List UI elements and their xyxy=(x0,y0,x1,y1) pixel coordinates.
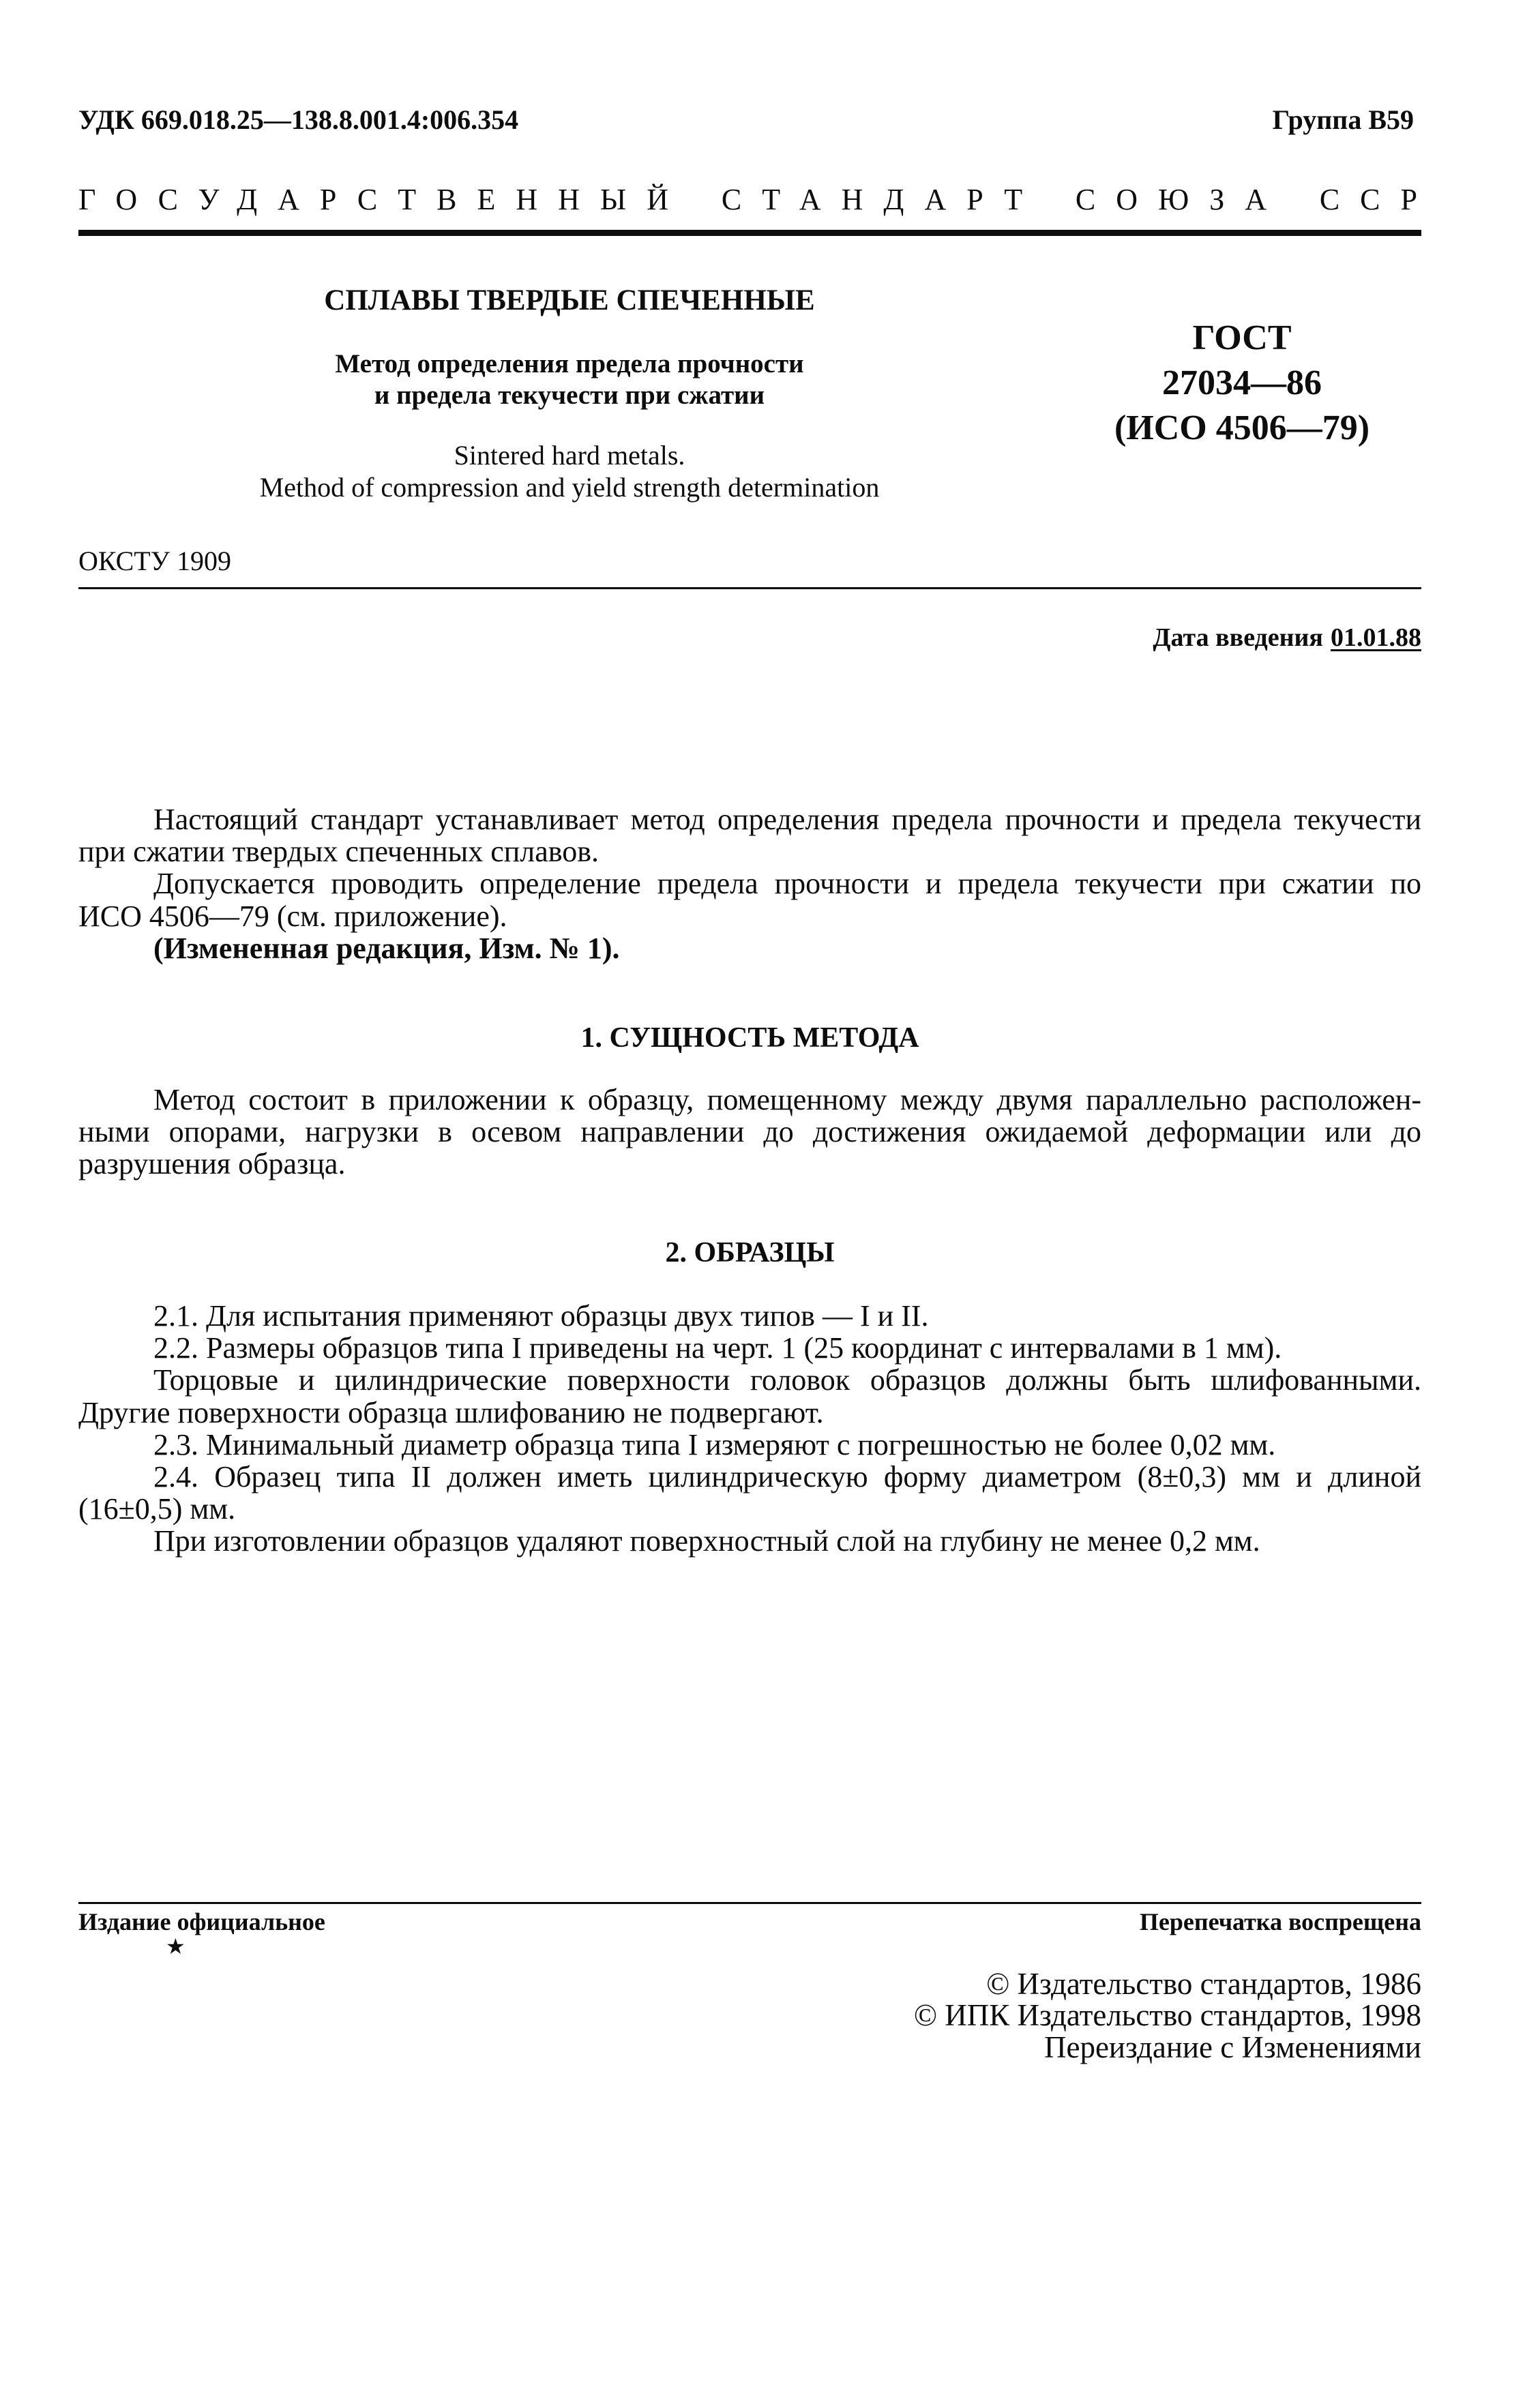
amendment-note: (Измененная редакция, Изм. № 1). xyxy=(153,931,620,965)
copyright-line: © ИПК Издательство стандартов, 1998 xyxy=(913,1998,1421,2033)
text-line: при сжатии твердых спеченных сплавов. xyxy=(78,835,599,869)
text-line: 2.3. Минимальный диаметр образца типа I измеряют с погрешностью не более 0,02 мм. xyxy=(153,1427,1276,1461)
english-title-line: Sintered hard metals. xyxy=(454,440,685,471)
text-line: Торцовые и цилиндрические поверхности головок образцов должны быть шлифованными. xyxy=(153,1363,1421,1397)
copyright-line: © Издательство стандартов, 1986 xyxy=(986,1967,1421,2001)
intro-text xyxy=(78,803,1421,964)
designation-line: ГОСТ xyxy=(1192,318,1292,357)
english-title xyxy=(78,440,1061,503)
text-line: ИСО 4506—79 (см. приложение). xyxy=(78,899,507,933)
okstu-code: ОКСТУ 1909 xyxy=(78,546,232,576)
copyright-line: Переиздание с Изменениями xyxy=(1043,2030,1421,2064)
text-line: Допускается проводить определение предела прочности и предела текучести при сжатии по xyxy=(153,867,1421,901)
effective-date-value: 01.01.88 xyxy=(1331,623,1421,652)
footer-rule xyxy=(78,1902,1421,1904)
section-heading: 1. СУЩНОСТЬ МЕТОДА xyxy=(580,1022,919,1054)
effective-date-label: Дата введения xyxy=(1153,623,1323,652)
state-standard-word: ССР xyxy=(1319,183,1438,216)
official-edition-label: Издание официальное xyxy=(78,1908,325,1935)
document-subtitle xyxy=(78,348,1061,411)
udc-code: УДК 669.018.25—138.8.001.4:006.354 xyxy=(78,104,519,135)
text-line: (16±0,5) мм. xyxy=(78,1492,236,1526)
section-1-text xyxy=(78,1084,1421,1180)
document-subtitle-line: и предела текучести при сжатии xyxy=(374,381,765,410)
effective-date xyxy=(1153,622,1421,653)
header-rule-thick xyxy=(78,230,1421,236)
classification-group: Группа В59 xyxy=(1272,104,1414,135)
header-rule-thin xyxy=(78,587,1421,589)
section-heading: 2. ОБРАЗЦЫ xyxy=(665,1237,835,1268)
text-line: 2.1. Для испытания применяют образцы двух типов — I и II. xyxy=(153,1299,929,1333)
state-standard-heading xyxy=(78,183,1438,217)
state-standard-word: ГОСУДАРСТВЕННЫЙ xyxy=(78,183,690,216)
text-line: 2.4. Образец типа II должен иметь цилиндрическую форму диаметром (8±0,3) мм и длиной xyxy=(153,1460,1421,1494)
text-line: Другие поверхности образца шлифованию не подвергают. xyxy=(78,1395,824,1429)
reprint-notice: Перепечатка воспрещена xyxy=(1139,1908,1421,1935)
state-standard-word: СТАНДАРТ xyxy=(721,183,1043,216)
text-line: разрушения образца. xyxy=(78,1147,346,1181)
text-line: Настоящий стандарт устанавливает метод определения предела прочности и предела текучести xyxy=(153,803,1421,836)
designation-line: 27034—86 xyxy=(1162,363,1322,402)
english-title-line: Method of compression and yield strength determination xyxy=(259,471,880,503)
standard-designation xyxy=(1063,316,1421,451)
document-subtitle-line: Метод определения предела прочности xyxy=(335,349,804,378)
copyright-block xyxy=(914,1968,1421,2063)
document-title: СПЛАВЫ ТВЕРДЫЕ СПЕЧЕННЫЕ xyxy=(324,284,815,316)
text-line: Метод состоит в приложении к образцу, помещенному между двумя параллельно расположен- xyxy=(153,1083,1421,1116)
text-line: При изготовлении образцов удаляют поверхностный слой на глубину не менее 0,2 мм. xyxy=(153,1524,1260,1558)
text-line: 2.2. Размеры образцов типа I приведены на черт. 1 (25 координат с интервалами в 1 мм). xyxy=(153,1331,1282,1365)
star-icon: ★ xyxy=(166,1933,186,1959)
designation-line: (ИСО 4506—79) xyxy=(1114,408,1370,447)
state-standard-word: СОЮЗА xyxy=(1075,183,1288,216)
section-2-text xyxy=(78,1300,1421,1558)
text-line: ными опорами, нагрузки в осевом направлении до достижения ожидаемой деформации или до xyxy=(78,1115,1421,1149)
